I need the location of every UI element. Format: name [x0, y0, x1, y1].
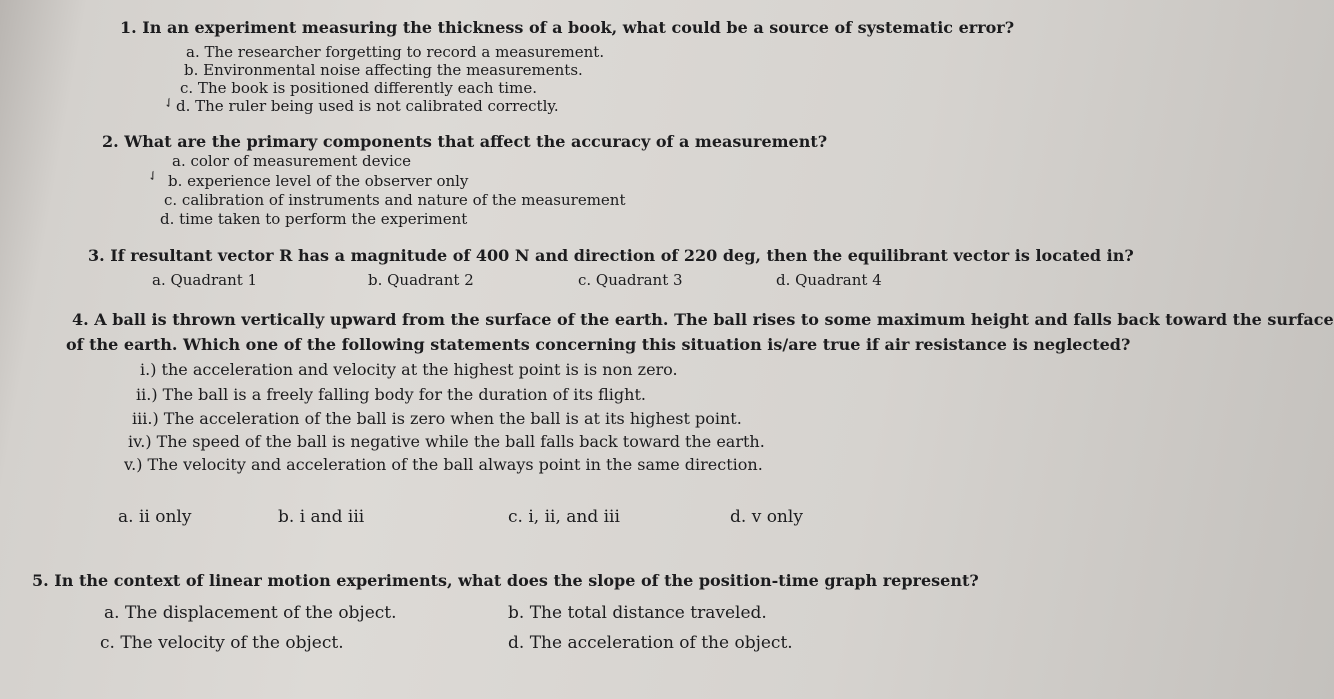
- question-5-option-d[interactable]: d. The acceleration of the object.: [508, 633, 793, 653]
- question-3-option-c[interactable]: c. Quadrant 3: [578, 271, 683, 289]
- question-1: [120, 18, 1014, 37]
- question-4-option-b[interactable]: b. i and iii: [278, 507, 365, 527]
- question-2-option-a[interactable]: a. color of measurement device: [172, 152, 412, 170]
- question-4-text-line-2: of the earth. Which one of the following statements concerning this situation is/are true if air resistance is neglected?: [66, 335, 1131, 354]
- question-5: [32, 571, 979, 590]
- question-1-option-c[interactable]: c. The book is positioned differently each time.: [180, 79, 537, 97]
- question-1-option-d[interactable]: d. The ruler being used is not calibrated correctly.: [176, 97, 559, 115]
- question-4: [72, 310, 1334, 329]
- question-1-option-a[interactable]: a. The researcher forgetting to record a measurement.: [186, 43, 605, 61]
- question-5-text: In the context of linear motion experiments, what does the slope of the position-time graph represent?: [54, 571, 979, 590]
- question-5-option-b[interactable]: b. The total distance traveled.: [508, 603, 767, 623]
- question-3-option-a[interactable]: a. Quadrant 1: [152, 271, 258, 289]
- question-4-statement-i: i.) the acceleration and velocity at the highest point is is non zero.: [140, 360, 678, 379]
- question-5-options-row-1: [0, 603, 1169, 627]
- question-4-statement-iii: iii.) The acceleration of the ball is zero when the ball is at its highest point.: [132, 409, 742, 428]
- question-2-option-b[interactable]: b. experience level of the observer only: [168, 172, 469, 190]
- question-4-option-d[interactable]: d. v only: [730, 507, 803, 527]
- question-2-option-d[interactable]: d. time taken to perform the experiment: [160, 210, 468, 228]
- question-3-option-b[interactable]: b. Quadrant 2: [368, 271, 474, 289]
- question-3-text: If resultant vector R has a magnitude of 400 N and direction of 220 deg, then the equilibrant vector is located in?: [110, 246, 1134, 265]
- question-2-option-c[interactable]: c. calibration of instruments and nature of the measurement: [164, 191, 626, 209]
- question-2-text: What are the primary components that affect the accuracy of a measurement?: [124, 132, 828, 151]
- question-4-statement-ii: ii.) The ball is a freely falling body for the duration of its flight.: [136, 385, 646, 404]
- question-4-statement-v: v.) The velocity and acceleration of the ball always point in the same direction.: [124, 455, 763, 474]
- question-4-option-c[interactable]: c. i, ii, and iii: [508, 507, 620, 527]
- question-3-number: 3.: [88, 246, 105, 265]
- question-4-number: 4.: [72, 310, 89, 329]
- question-5-option-c[interactable]: c. The velocity of the object.: [100, 633, 344, 653]
- question-5-option-a[interactable]: a. The displacement of the object.: [104, 603, 397, 623]
- question-1-number: 1.: [120, 18, 137, 37]
- question-4-option-a[interactable]: a. ii only: [118, 507, 192, 527]
- question-1-option-b[interactable]: b. Environmental noise affecting the measurements.: [184, 61, 583, 79]
- question-1-text: In an experiment measuring the thickness of a book, what could be a source of systematic error?: [142, 18, 1015, 37]
- tick-mark-icon: ✓: [144, 167, 163, 186]
- tick-mark-icon: ✓: [160, 94, 179, 113]
- question-2-number: 2.: [102, 132, 119, 151]
- question-3-option-d[interactable]: d. Quadrant 4: [776, 271, 882, 289]
- question-4-text-line-1: A ball is thrown vertically upward from the surface of the earth. The ball rises to some maximum height and falls back toward the surface: [94, 310, 1334, 329]
- question-4-statement-iv: iv.) The speed of the ball is negative while the ball falls back toward the earth.: [128, 432, 765, 451]
- question-3: [88, 246, 1134, 265]
- question-3-options: [0, 271, 1169, 293]
- question-5-options-row-2: [0, 633, 1169, 657]
- question-2: [102, 132, 827, 151]
- question-4-options: [0, 507, 1169, 531]
- question-5-number: 5.: [32, 571, 49, 590]
